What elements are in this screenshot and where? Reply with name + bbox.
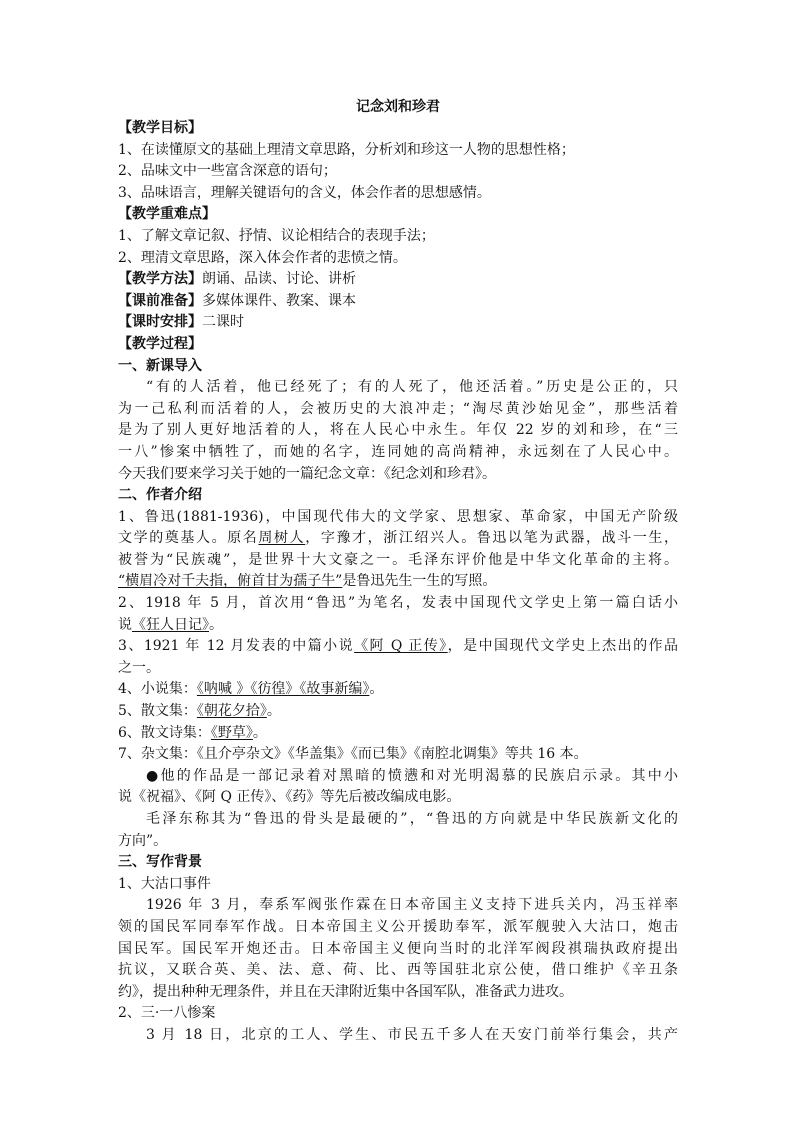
text-run: 3、1921 年 12 月发表的中篇小说 bbox=[118, 638, 355, 655]
methods-heading: 【教学方法】 bbox=[118, 271, 202, 288]
author-paragraph-line bbox=[118, 571, 678, 593]
text-run: ，字豫才，浙江绍兴人。鲁迅以笔为武器，战斗一生， bbox=[305, 530, 679, 547]
text-run: 文学的奠基人。原名 bbox=[118, 530, 259, 547]
bullet-line: 说《祝福》、《阿 Q 正传》、《药》等先后被改编成电影。 bbox=[118, 789, 461, 806]
author-paragraph-line: 被誉为“民族魂”，是世界十大文豪之一。毛泽东评价他是中华文化革命的主将。 bbox=[118, 551, 678, 568]
background-line: 约》，提出种种无理条件，并且在天津附近集中各国军队，准备武力进攻。 bbox=[118, 983, 573, 1000]
keypoint-item: 1、了解文章记叙、抒情、议论相结合的表现手法； bbox=[118, 227, 435, 244]
work-title: 《阿 Q 正传》 bbox=[354, 638, 448, 655]
author-paragraph-line bbox=[118, 636, 678, 658]
objective-item: 1、在读懂原文的基础上理清文章思路，分析刘和珍这一人物的思想性格； bbox=[118, 141, 575, 158]
background-line: 领的国民军同奉军作战。日本帝国主义公开援助奉军，派军舰驶入大沽口，炮击 bbox=[118, 918, 678, 935]
document-page bbox=[118, 96, 678, 1047]
document-title: 记念刘和珍君 bbox=[356, 99, 440, 115]
methods-line bbox=[118, 269, 678, 291]
intro-line: 一八”惨案中牺牲了，而她的名字，连同她的高尚精神，永远刻在了人民心中。 bbox=[118, 443, 678, 460]
works-line: 7、杂文集：《且介亭杂文》《华盖集》《而已集》《南腔北调集》等共 16 本。 bbox=[118, 746, 588, 763]
objective-item: 2、品味文中一些富含深意的语句； bbox=[118, 163, 337, 180]
background-line: 抗议，又联合英、美、法、意、荷、比、西等国驻北京公使，借口维护《辛丑条 bbox=[118, 962, 678, 979]
works-label: 4、小说集： bbox=[118, 681, 197, 698]
works-line bbox=[118, 679, 678, 701]
objectives-heading: 【教学目标】 bbox=[118, 120, 202, 136]
mao-quote-line: 毛泽东称其为“鲁迅的骨头是最硬的”，“鲁迅的方向就是中华民族新文化的 bbox=[146, 811, 678, 827]
background-subheading: 2、三·一八惨案 bbox=[118, 1005, 216, 1022]
background-subheading: 1、大沽口事件 bbox=[118, 875, 211, 892]
text-run: 。 bbox=[266, 703, 281, 720]
text-run: ，是中国现代文学史上杰出的作品 bbox=[447, 638, 679, 655]
objective-item: 3、品味语言，理解关键语句的含义，体会作者的思想感情。 bbox=[118, 184, 491, 201]
background-line: 3 月 18 日，北京的工人、学生、市民五千多人在天安门前举行集会，共产 bbox=[146, 1026, 678, 1043]
background-line: 1926 年 3 月，奉系军阀张作霖在日本帝国主义支持下进兵关内，冯玉祥率 bbox=[146, 897, 678, 914]
background-heading: 三、写作背景 bbox=[118, 854, 202, 871]
work-title: 《朝花夕拾》 bbox=[196, 703, 267, 720]
prep-heading: 【课前准备】 bbox=[118, 292, 202, 309]
author-paragraph-line: 2、1918 年 5 月，首次用“鲁迅”为笔名，发表中国现代文学史上第一篇白话小 bbox=[118, 595, 678, 612]
work-title: 《野草》 bbox=[210, 724, 253, 741]
intro-heading: 一、新课导入 bbox=[118, 357, 202, 374]
famous-quote: “横眉冷对千夫指，俯首甘为孺子牛” bbox=[118, 573, 343, 590]
text-run: 。 bbox=[209, 616, 223, 633]
author-heading: 二、作者介绍 bbox=[118, 487, 202, 504]
original-name: 周树人 bbox=[258, 530, 306, 547]
author-paragraph-line: 1、鲁迅(1881-1936)，中国现代伟大的文学家、思想家、革命家，中国无产阶级 bbox=[118, 508, 678, 525]
process-heading: 【教学过程】 bbox=[118, 335, 202, 352]
bullet-line: ●他的作品是一部记录着对黑暗的愤懑和对光明渴慕的民族启示录。其中小 bbox=[146, 767, 678, 784]
author-paragraph-line bbox=[118, 528, 678, 550]
works-label: 6、散文诗集： bbox=[118, 724, 211, 741]
intro-line: “有的人活着，他已经死了；有的人死了，他还活着。”历史是公正的，只 bbox=[146, 379, 678, 396]
author-paragraph-line: 之一。 bbox=[118, 659, 160, 676]
text-run: 是鲁迅先生一生的写照。 bbox=[342, 573, 497, 590]
schedule-line bbox=[118, 312, 678, 334]
keypoints-heading: 【教学重难点】 bbox=[118, 206, 216, 223]
intro-line: 为一己私利而活着的人，会被历史的大浪冲走；“淘尽黄沙始见金”，那些活着 bbox=[118, 400, 678, 417]
text-run: 说 bbox=[118, 616, 132, 633]
schedule-heading: 【课时安排】 bbox=[118, 314, 202, 331]
works-line bbox=[118, 723, 678, 745]
schedule-value: 二课时 bbox=[202, 314, 244, 331]
work-title: 《狂人日记》 bbox=[132, 616, 209, 633]
keypoint-item: 2、理清文章思路，深入体会作者的悲愤之情。 bbox=[118, 249, 407, 266]
work-title: 《呐喊 》《彷徨》《故事新编》 bbox=[196, 681, 370, 698]
mao-quote-line: 方向”。 bbox=[118, 832, 168, 849]
methods-value: 朗诵、品读、讨论、讲析 bbox=[202, 271, 356, 288]
author-paragraph-line bbox=[118, 615, 678, 637]
works-label: 5、散文集： bbox=[118, 703, 197, 720]
prep-value: 多媒体课件、教案、课本 bbox=[202, 292, 356, 309]
text-run: 。 bbox=[369, 681, 384, 698]
works-line bbox=[118, 701, 678, 723]
prep-line bbox=[118, 291, 678, 313]
text-run: 。 bbox=[252, 724, 267, 741]
background-line: 国民军。国民军开炮还击。日本帝国主义便向当时的北洋军阀段祺瑞执政府提出 bbox=[118, 940, 678, 957]
intro-line: 今天我们要来学习关于她的一篇纪念文章：《纪念刘和珍君》。 bbox=[118, 465, 496, 482]
intro-line: 是为了别人更好地活着的人，将在人民心中永生。年仅 22 岁的刘和珍，在“三 bbox=[118, 422, 678, 439]
